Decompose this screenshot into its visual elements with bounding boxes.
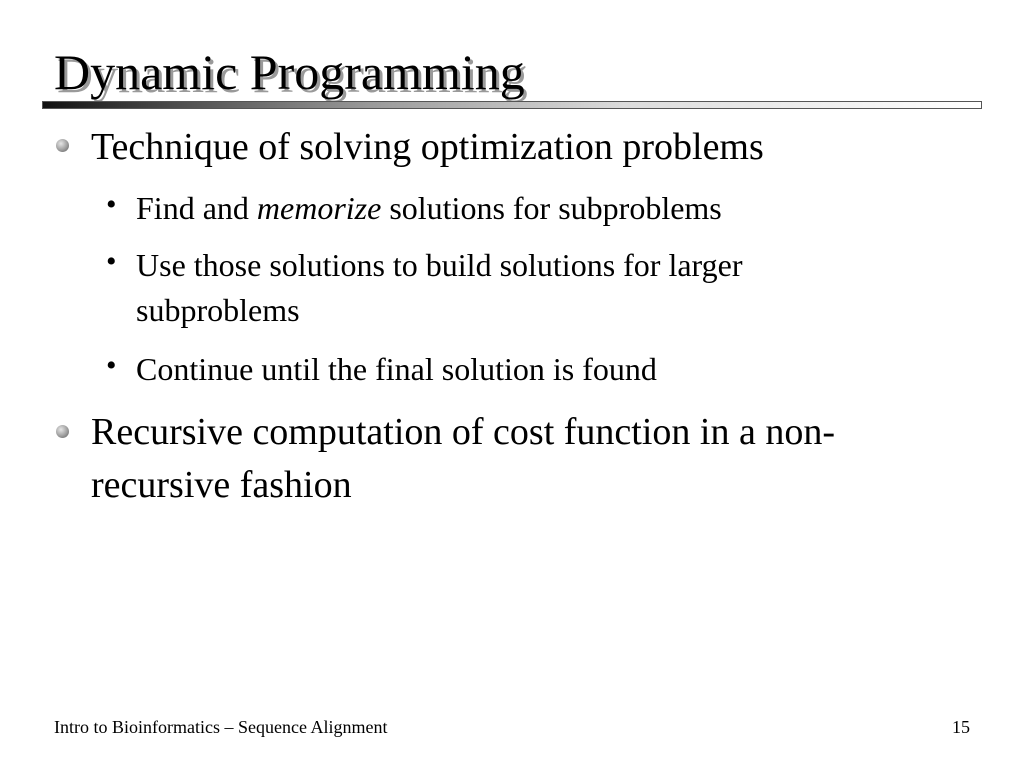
sub-bullet-dot-icon: •	[106, 188, 117, 221]
footer-course-title: Intro to Bioinformatics – Sequence Alignment	[54, 717, 388, 737]
slide-title: Dynamic Programming	[54, 44, 525, 100]
sub-bullet-dot-icon: •	[106, 245, 117, 278]
sub-bullet-text: Use those solutions to build solutions for larger subproblems	[136, 247, 743, 328]
sub-bullet-text: Continue until the final solution is found	[136, 351, 657, 387]
bullet-text: Technique of solving optimization problems	[91, 126, 764, 168]
sub-bullet-dot-icon: •	[106, 349, 117, 382]
bullet-dot-icon	[56, 139, 69, 152]
sub-bullet-emphasis: memorize	[256, 190, 382, 226]
sub-bullet-text-before: Find and	[136, 190, 257, 226]
page-number: 15	[952, 717, 970, 737]
sub-bullet-text	[136, 186, 906, 231]
bullet-text: Recursive computation of cost function in a non-recursive fashion	[91, 411, 835, 506]
bullet-dot-icon	[56, 425, 69, 438]
sub-bullet-text-after: solutions for subproblems	[381, 190, 722, 226]
